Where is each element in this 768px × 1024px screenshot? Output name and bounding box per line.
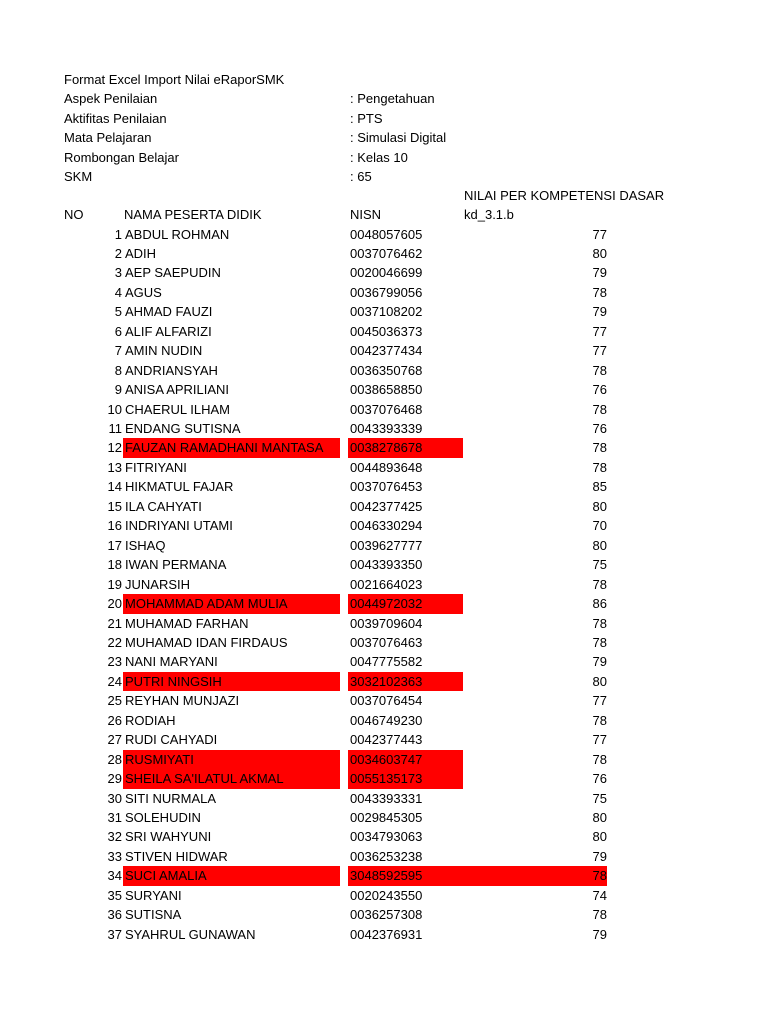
student-name: FAUZAN RAMADHANI MANTASA [123,438,340,458]
student-nisn: 0047775582 [350,654,423,670]
student-score: 78 [592,615,607,631]
student-name: SOLEHUDIN [125,810,201,825]
student-name: RODIAH [125,712,176,728]
student-nisn: 0042377434 [350,343,423,359]
student-nisn: 0036799056 [350,284,423,300]
table-row [0,925,768,945]
meta-label: Mata Pelajaran [64,130,152,145]
table-row [0,341,768,361]
student-no: 15 [107,498,122,514]
student-name: STIVEN HIDWAR [125,848,228,864]
table-row [0,477,768,497]
student-score: 80 [592,673,607,689]
table-row [0,886,768,906]
table-row [0,866,768,886]
student-no: 9 [114,382,122,398]
student-no: 7 [114,343,122,359]
student-name: ILA CAHYATI [125,498,202,514]
student-score: 78 [592,712,607,728]
student-score: 77 [592,226,607,242]
student-no: 22 [107,634,122,650]
student-no: 23 [107,654,122,670]
student-score: 78 [592,459,607,475]
student-no: 14 [107,479,122,495]
table-row [0,711,768,731]
table-row [0,808,768,828]
column-header-nisn: NISN [350,207,382,222]
student-name: RUDI CAHYADI [125,732,218,748]
student-score: 85 [592,479,607,495]
meta-value: : Kelas 10 [350,149,408,165]
student-no: 6 [114,323,122,339]
student-no: 10 [107,401,122,417]
student-nisn: 0043393331 [350,790,423,806]
student-nisn: 0048057605 [350,226,423,242]
student-name: RUSMIYATI [123,750,340,770]
student-no: 30 [107,790,122,806]
student-no: 12 [107,440,122,456]
student-score: 77 [592,343,607,359]
student-name: NANI MARYANI [125,654,218,670]
table-row [0,458,768,478]
student-nisn: 0020046699 [350,265,423,281]
student-score: 80 [592,498,607,514]
table-row [0,497,768,517]
student-no: 28 [107,751,122,767]
student-nisn: 0042377443 [350,732,423,748]
table-row [0,361,768,381]
student-score: 80 [592,810,607,825]
column-header-name: NAMA PESERTA DIDIK [124,207,262,222]
student-score: 75 [592,790,607,806]
student-nisn: 0044972032 [348,594,463,614]
meta-label: Rombongan Belajar [64,149,179,165]
student-no: 18 [107,557,122,573]
student-name: SRI WAHYUNI [125,829,212,845]
table-row [0,750,768,770]
student-no: 19 [107,576,122,592]
student-name: ENDANG SUTISNA [125,421,241,436]
student-name: ABDUL ROHMAN [125,226,230,242]
student-no: 29 [107,771,122,787]
student-no: 21 [107,615,122,631]
table-row [0,652,768,672]
table-row [0,905,768,925]
student-no: 32 [107,829,122,845]
student-nisn: 0038658850 [350,382,423,398]
student-nisn: 0043393339 [350,421,423,436]
student-no: 25 [107,693,122,709]
column-header-kd: kd_3.1.b [464,207,514,222]
student-name: AHMAD FAUZI [125,304,213,320]
student-no: 11 [108,421,122,436]
student-name: JUNARSIH [125,576,191,592]
table-row [0,225,768,245]
student-score: 78 [592,362,607,378]
student-name: SUTISNA [125,907,182,923]
student-name: ISHAQ [125,537,166,553]
student-score: 78 [592,751,607,767]
student-nisn: 0029845305 [350,810,423,825]
student-score: 75 [592,557,607,573]
table-row [0,594,768,614]
student-name: IWAN PERMANA [125,557,227,573]
student-nisn: 0034603747 [348,750,463,770]
student-score: 78 [592,634,607,650]
student-name: PUTRI NINGSIH [123,672,340,692]
table-row [0,575,768,595]
meta-value: : 65 [350,169,372,184]
student-name: MOHAMMAD ADAM MULIA [123,594,340,614]
meta-label: Aktifitas Penilaian [64,110,167,126]
student-nisn: 0043393350 [350,557,423,573]
student-nisn: 0020243550 [350,887,423,903]
student-name: ANISA APRILIANI [125,382,230,398]
student-no: 35 [107,887,122,903]
meta-label: SKM [64,169,93,184]
student-nisn: 0038278678 [348,438,463,458]
student-score: 78 [592,440,607,456]
student-name: SHEILA SA'ILATUL AKMAL [123,769,340,789]
table-row [0,614,768,634]
student-score: 80 [592,829,607,845]
student-no: 5 [114,304,122,320]
student-no: 26 [107,712,122,728]
header-group-label: NILAI PER KOMPETENSI DASAR [464,188,665,203]
student-score: 80 [592,537,607,553]
student-name: AEP SAEPUDIN [125,265,221,281]
student-nisn: 0042377425 [350,498,423,514]
student-no: 2 [114,245,122,261]
student-no: 17 [107,537,122,553]
table-row [0,419,768,439]
student-score: 78 [592,401,607,417]
student-score: 77 [592,732,607,748]
meta-label: Aspek Penilaian [64,91,158,106]
table-row [0,730,768,750]
column-header-no: NO [64,207,84,222]
student-nisn: 0055135173 [348,769,463,789]
student-name: SITI NURMALA [125,790,217,806]
table-row [0,400,768,420]
student-name: MUHAMAD FARHAN [125,615,249,631]
student-nisn: 0037108202 [350,304,423,320]
student-score: 76 [592,421,607,436]
student-name: INDRIYANI UTAMI [125,518,233,534]
table-row [0,769,768,789]
student-name: CHAERUL ILHAM [125,401,230,417]
student-no: 24 [107,673,122,689]
student-nisn: 0046330294 [350,518,423,534]
student-no: 37 [107,926,122,942]
student-score: 77 [592,693,607,709]
table-row [0,263,768,283]
table-row [0,244,768,264]
student-name: AGUS [125,284,162,300]
table-row [0,847,768,867]
student-name: MUHAMAD IDAN FIRDAUS [125,634,288,650]
table-row [0,672,768,692]
meta-value: : PTS [350,110,383,126]
student-score: 79 [592,926,607,942]
table-row [0,633,768,653]
student-no: 8 [114,362,122,378]
student-score: 79 [592,654,607,670]
student-no: 3 [114,265,122,281]
student-no: 1 [114,226,122,242]
student-score: 79 [592,304,607,320]
student-nisn: 0036253238 [350,848,423,864]
student-nisn: 0037076454 [350,693,423,709]
student-nisn: 0037076453 [350,479,423,495]
student-score: 79 [592,848,607,864]
student-no: 20 [107,596,122,612]
table-row [0,536,768,556]
table-row [0,691,768,711]
student-score: 76 [592,771,607,787]
student-score: 78 [463,866,607,886]
student-nisn: 0036350768 [350,362,423,378]
student-no: 16 [107,518,122,534]
student-no: 33 [107,848,122,864]
table-row [0,322,768,342]
student-nisn: 0039627777 [350,537,423,553]
student-name: SURYANI [125,887,182,903]
student-score: 70 [592,518,607,534]
student-score: 79 [592,265,607,281]
student-name: ANDRIANSYAH [125,362,218,378]
student-score: 76 [592,382,607,398]
table-row [0,555,768,575]
student-score: 80 [592,245,607,261]
student-nisn: 0037076462 [350,245,423,261]
student-name: REYHAN MUNJAZI [125,693,240,709]
student-no: 34 [107,868,122,884]
student-score: 86 [592,596,607,612]
student-no: 4 [114,284,122,300]
student-score: 78 [592,907,607,923]
student-no: 36 [107,907,122,923]
student-nisn: 0044893648 [350,459,423,475]
student-score: 77 [592,323,607,339]
document-title: Format Excel Import Nilai eRaporSMK [64,72,285,87]
student-nisn: 3032102363 [348,672,463,692]
table-row [0,283,768,303]
student-score: 78 [592,284,607,300]
student-nisn: 0037076463 [350,634,423,650]
student-nisn: 0036257308 [350,907,423,923]
student-nisn: 0039709604 [350,615,423,631]
student-name: ADIH [125,245,157,261]
table-row [0,380,768,400]
student-no: 27 [107,732,122,748]
student-nisn: 0037076468 [350,401,423,417]
student-name: ALIF ALFARIZI [125,323,212,339]
student-name: HIKMATUL FAJAR [125,479,234,495]
student-name: SYAHRUL GUNAWAN [125,926,256,942]
student-nisn: 0046749230 [350,712,423,728]
student-nisn: 0045036373 [350,323,423,339]
table-row [0,789,768,809]
student-nisn: 0042376931 [350,926,423,942]
meta-value: : Simulasi Digital [350,130,447,145]
student-name: AMIN NUDIN [125,343,203,359]
student-nisn: 0034793063 [350,829,423,845]
student-nisn: 0021664023 [350,576,423,592]
student-score: 78 [592,576,607,592]
student-no: 13 [107,459,122,475]
table-row [0,302,768,322]
student-score: 74 [592,887,607,903]
meta-value: : Pengetahuan [350,91,435,106]
student-name: SUCI AMALIA [123,866,340,886]
table-row [0,516,768,536]
student-name: FITRIYANI [125,459,187,475]
table-row [0,438,768,458]
student-no: 31 [107,810,122,825]
table-row [0,827,768,847]
student-nisn: 3048592595 [348,866,463,886]
